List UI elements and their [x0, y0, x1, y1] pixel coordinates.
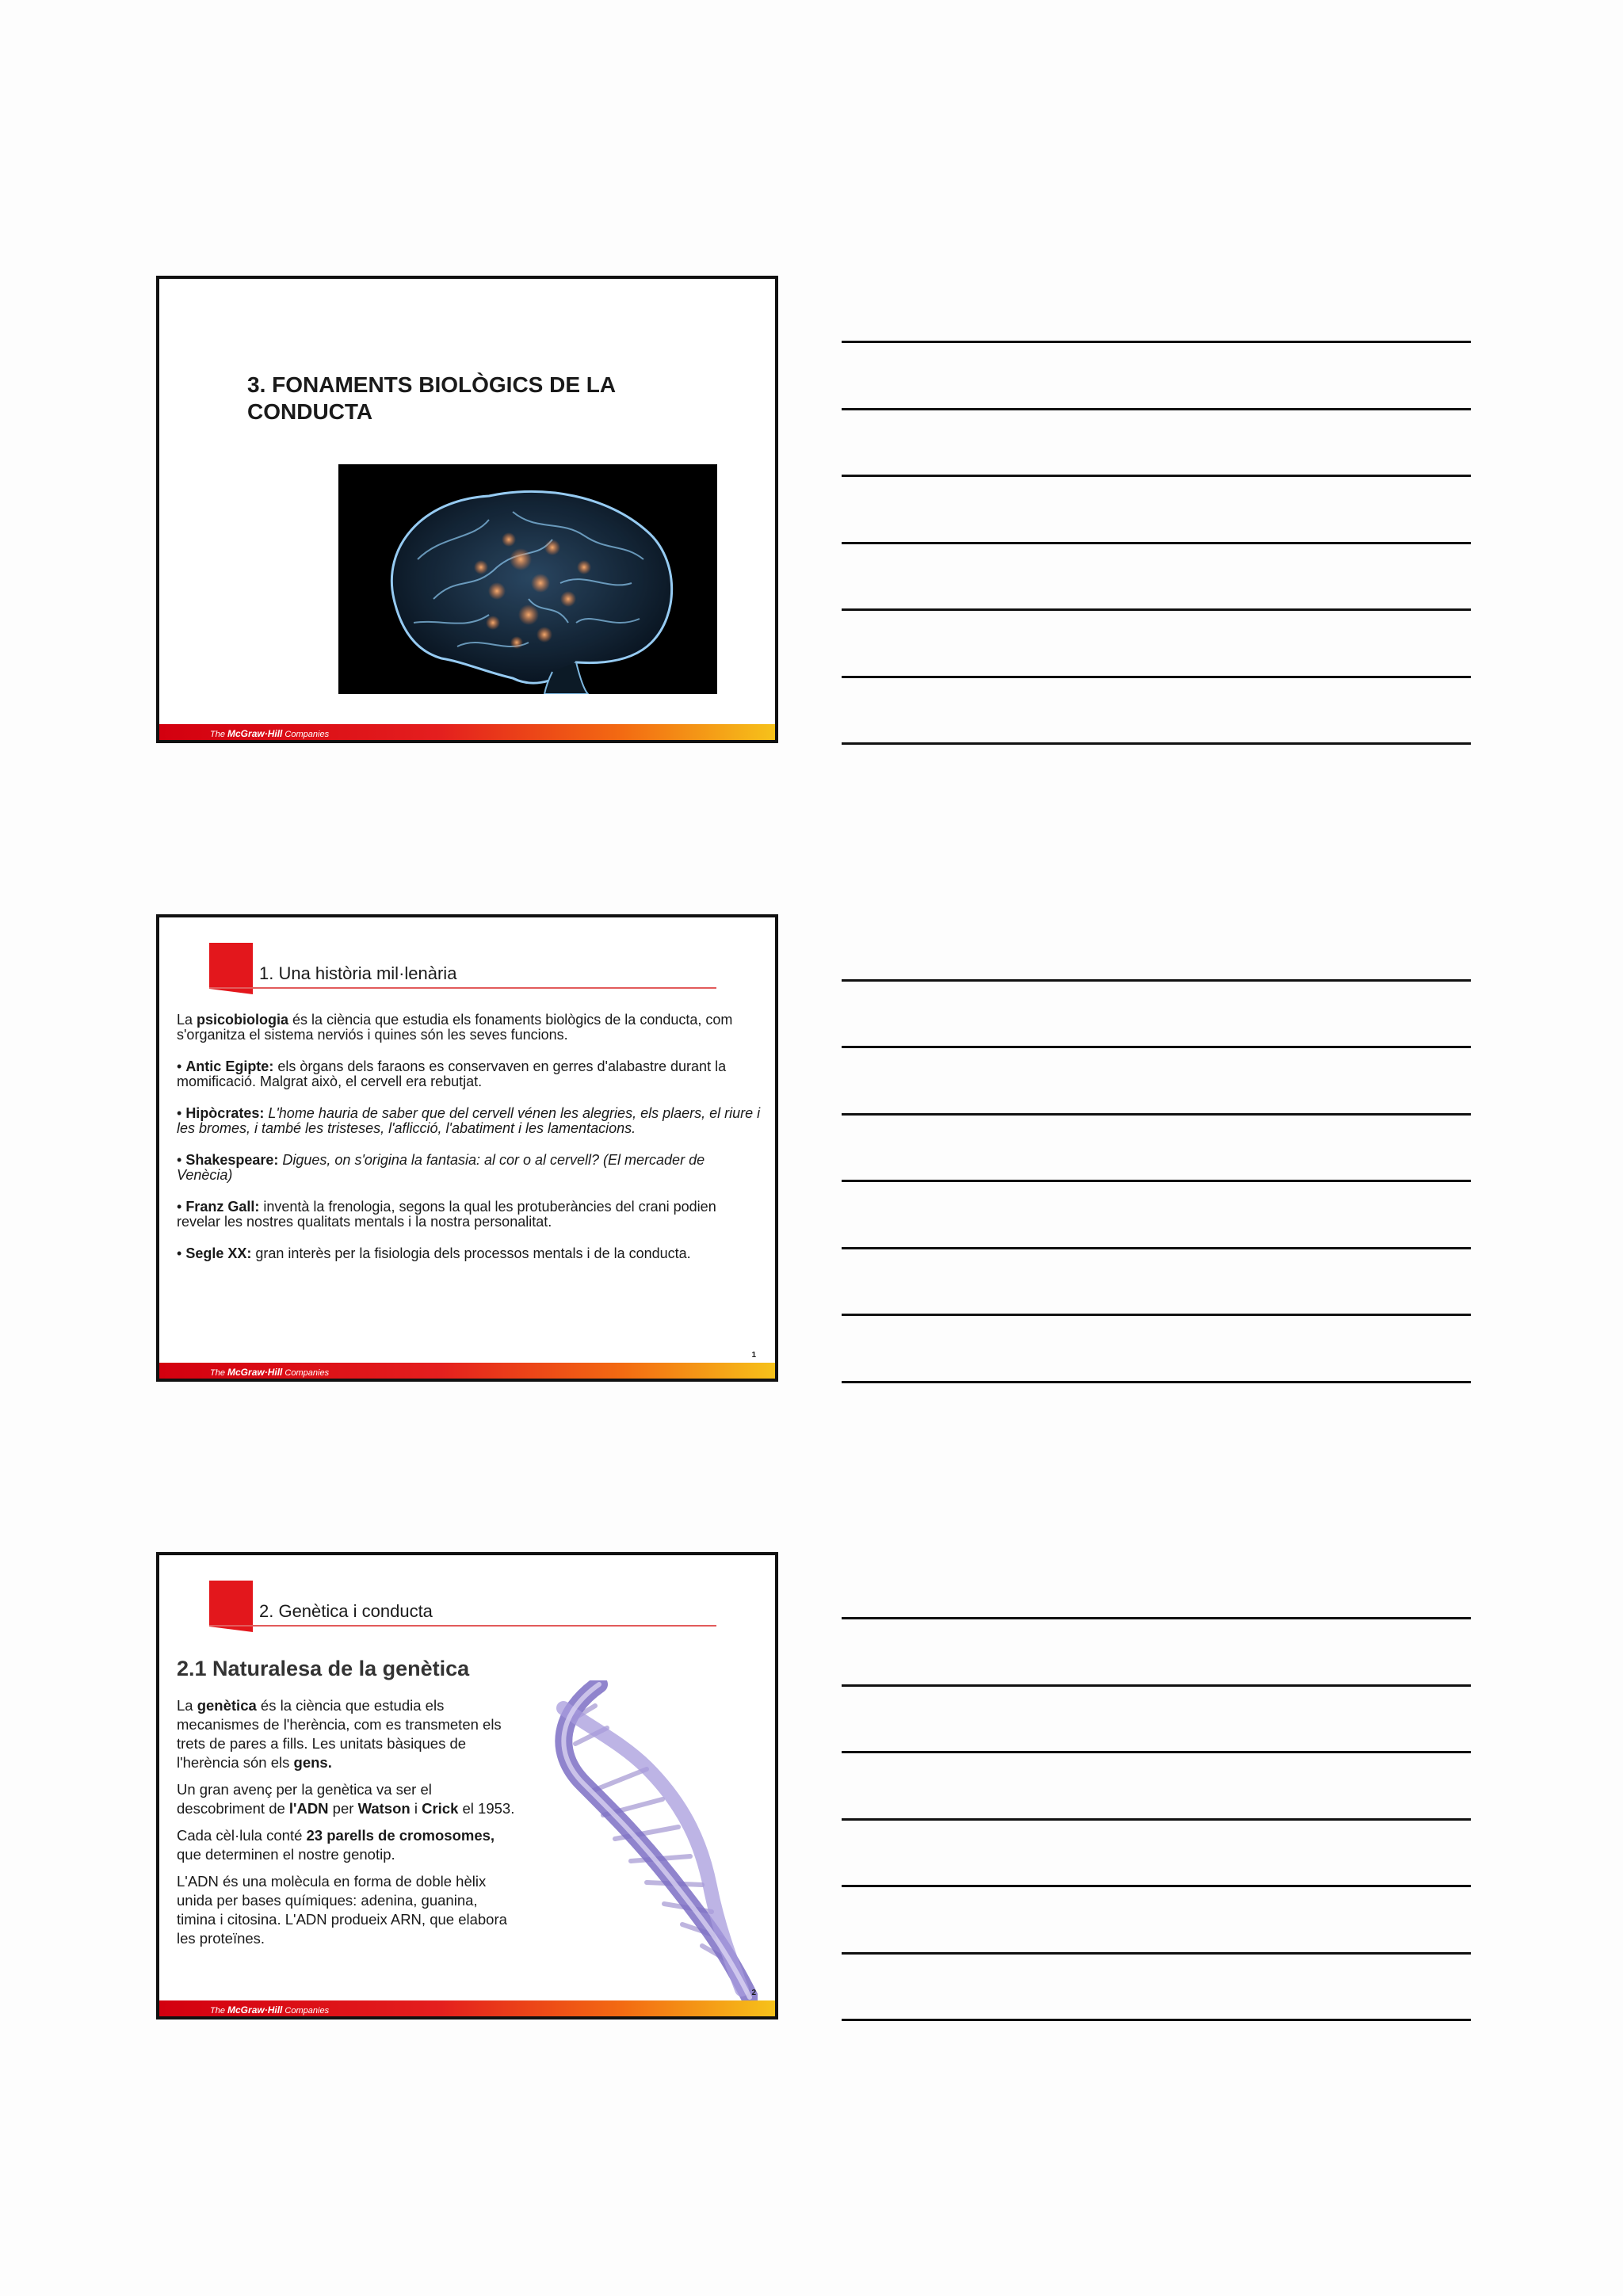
- section-tab-marker: [209, 1581, 253, 1627]
- intro-paragraph: La psicobiologia és la ciència que estudia els fonaments biològics de la conducta, com s'organitza el sistema nerviós i quines són les seves funcions.: [177, 1012, 733, 1043]
- dna-structure-paragraph: L'ADN és una molècula en forma de doble hèlix unida per bases químiques: adenina, guanina, timina i citosina. L'ADN produeix ARN, que elabora les proteïnes.: [177, 1873, 507, 1947]
- subsection-title: 2.1 Naturalesa de la genètica: [177, 1657, 470, 1680]
- note-line: [842, 2019, 1471, 2021]
- section-header: [209, 1581, 716, 1627]
- note-line: [842, 1180, 1471, 1182]
- note-line: [842, 1113, 1471, 1116]
- footer-bar: [159, 1363, 775, 1379]
- bullet-gall: • Franz Gall: inventà la frenologia, segons la qual les protuberàncies del crani podien revelar les nostres qualitats mentals i la nostra personalitat.: [177, 1199, 716, 1230]
- note-line: [842, 1818, 1471, 1821]
- footer-bar: [159, 724, 775, 740]
- note-line: [842, 1885, 1471, 1887]
- section-tab-marker: [209, 943, 253, 989]
- section-underline: [209, 1625, 716, 1627]
- slide-title-heading: [247, 372, 691, 425]
- slide-body: [177, 1013, 763, 1278]
- note-line: [842, 979, 1471, 982]
- title-line-2: CONDUCTA: [247, 399, 373, 424]
- dna-discovery-paragraph: Un gran avenç per la genètica va ser el descobriment de l'ADN per Watson i Crick el 1953.: [177, 1781, 515, 1817]
- genetics-paragraph: La genètica és la ciència que estudia els mecanismes de l'herència, com es transmeten els trets de pares a fills. Les unitats bàsiques de l'herència són els gens.: [177, 1697, 502, 1771]
- brain-image: [338, 464, 717, 694]
- note-line: [842, 742, 1471, 745]
- note-line: [842, 608, 1471, 611]
- publisher-logo: The McGraw·Hill Companies: [210, 728, 330, 739]
- note-line: [842, 542, 1471, 544]
- slide-body: [177, 1696, 517, 1956]
- section-underline: [209, 987, 716, 989]
- slide-genetics: [156, 1552, 778, 2019]
- note-line: [842, 1684, 1471, 1687]
- note-line: [842, 1617, 1471, 1619]
- publisher-logo: The McGraw·Hill Companies: [210, 2004, 330, 2016]
- footer-bar: [159, 2000, 775, 2016]
- slide-history: [156, 914, 778, 1382]
- bullet-egypt: • Antic Egipte: els òrgans dels faraons es conservaven en gerres d'alabastre durant la momificació. Malgrat això, el cervell era rebutjat.: [177, 1058, 727, 1089]
- section-title: 2. Genètica i conducta: [259, 1601, 433, 1621]
- note-line: [842, 1381, 1471, 1383]
- section-title: 1. Una història mil·lenària: [259, 963, 457, 983]
- dna-helix-image: [528, 1680, 758, 2001]
- bullet-hippocrates: • Hipòcrates: L'home hauria de saber que del cervell vénen les alegries, els plaers, el riure i les bromes, i també les tristeses, l'aflicció, l'abatiment i les lamentacions.: [177, 1105, 761, 1136]
- note-line: [842, 1751, 1471, 1753]
- bullet-20th-century: • Segle XX: gran interès per la fisiologia dels processos mentals i de la conducta.: [177, 1245, 691, 1261]
- page-number: 2: [751, 1989, 756, 1997]
- note-line: [842, 1952, 1471, 1955]
- publisher-logo: The McGraw·Hill Companies: [210, 1367, 330, 1378]
- section-header: [209, 943, 716, 989]
- note-line: [842, 341, 1471, 343]
- page-number: 1: [751, 1351, 756, 1360]
- note-line: [842, 676, 1471, 678]
- title-line-1: 3. FONAMENTS BIOLÒGICS DE LA: [247, 372, 617, 397]
- note-line: [842, 475, 1471, 477]
- bullet-shakespeare: • Shakespeare: Digues, on s'origina la fantasia: al cor o al cervell? (El mercader de Venècia): [177, 1152, 705, 1183]
- note-line: [842, 408, 1471, 410]
- note-line: [842, 1314, 1471, 1316]
- slide-title: [156, 276, 778, 743]
- note-line: [842, 1247, 1471, 1249]
- note-line: [842, 1046, 1471, 1048]
- chromosomes-paragraph: Cada cèl·lula conté 23 parells de cromosomes, que determinen el nostre genotip.: [177, 1827, 495, 1863]
